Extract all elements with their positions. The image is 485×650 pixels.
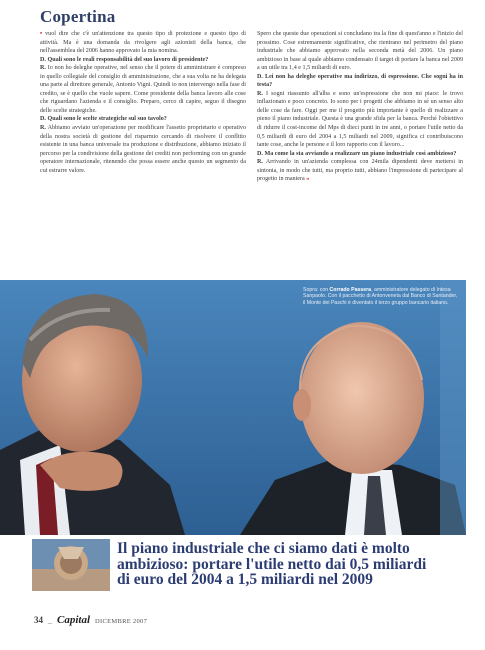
issue-date: DICEMBRE 2007 bbox=[95, 618, 148, 625]
paragraph-intro: • vuol dire che c'è un'attenzione tra questo tipo di protezione e questo tipo di attività. Ma è una domanda da rivolgere agli azionisti della banca, che nell'assemblea del 2006 hanno approvato la mia nomina. bbox=[40, 31, 246, 55]
thumbnail-graphic bbox=[32, 539, 110, 591]
answer-4: R. Arrivando in un'azienda complessa con 24mila dipendenti deve mettersi in sintonia, in modo che tutti, ma proprio tutti, abbiano l'impressione di partecipare al progetto in maniera » bbox=[257, 159, 463, 183]
caption-name: Corrado Passera bbox=[329, 287, 372, 293]
page-number: 34 bbox=[34, 615, 43, 625]
end-of-page-marker: » bbox=[306, 176, 310, 183]
article-column-right bbox=[257, 30, 463, 254]
footer-separator: _ bbox=[48, 616, 52, 625]
bullet-icon: • bbox=[40, 31, 43, 37]
section-title: Copertina bbox=[40, 7, 116, 26]
answer-1: R. Io non ho deleghe operative, nel senso che il potere di amministrare è compreso in quello collegiale del consiglio di amministrazione, che a sua volta ne ha delegata una parte al direttore generale, Antonio Vigni. Quindi io non intervengo nella fase di credito, se è quello che vuole sapere. Come presidente della banca lavoro alle cose che riguardano l'azienda e il consiglio. Preparo, cerco di capire, seguo il disegno delle scelte strategiche. bbox=[40, 65, 246, 114]
article-column-left bbox=[40, 30, 246, 254]
question-3: D. Lei non ha deleghe operative ma indirizzo, di espressione. Che sogni ha in testa? bbox=[257, 73, 463, 89]
interview-photo bbox=[0, 280, 466, 535]
page-footer bbox=[34, 614, 147, 626]
photo-caption: Sopra: con Corrado Passera, amministratore delegato di Intesa Sanpaolo. Con il pacchetto di Antonveneta dal Banco di Santander, il Monte dei Paschi è diventato il terzo gruppo bancario italiano. bbox=[303, 287, 458, 306]
question-2: D. Quali sono le scelte strategiche sul suo tavolo? bbox=[40, 116, 167, 123]
answer-3: R. I sogni riassunto all'alba e sono un'espressione che non mi piace: le trovo inflazionato e poco concreto. Io sono per i progetti che abbiamo in sé un senso alto delle cose da fare. Oggi per me il progetto più importante è quello di realizzare a pieno il piano industriale. Questa è una grande sfida per la banca. Perché l'obiettivo di ridurre il cost-income del Mps di dieci punti in tre anni, o portare l'utile netto da 0,5 miliardi di euro del 2004 a 1,5 miliardi nel 2009, significa ci contribuiscono tante cose, anche le persone e il loro rapporto con il lavoro... bbox=[257, 90, 463, 149]
answer-2: R. Abbiamo avviato un'operazione per modificare l'assetto proprietario e operativo della nostra società di gestione del risparmio cercando di risolvere il conflitto esistente in una banca universale tra produzione e distribuzione, abbiamo iniziato il percorso per la condivisione della gestione dei crediti non performing con un grande operatore internazionale, ritenendo che possa essere anche questo un segmento da cui estrarre valore. bbox=[40, 125, 246, 174]
thumbnail-image bbox=[32, 539, 110, 591]
magazine-name: Capital bbox=[57, 614, 91, 626]
question-1: D. Quali sono le reali responsabilità del suo lavoro di presidente? bbox=[40, 56, 209, 63]
paragraph-continued: Spero che queste due operazioni si concludano tra la fine di quest'anno e l'inizio del prossimo. Cose estremamente significative, che rientrano nel perimetro del piano industriale che abbiamo approvato nella seconda metà del 2006. Un piano ambizioso in base al quale abbiamo condensato il target di portare la banca nel 2009 a un utile tra 1,4 e 1,5 miliardi di euro. bbox=[257, 31, 463, 72]
question-4: D. Ma come la sta avviando a realizzare un piano industriale così ambizioso? bbox=[257, 150, 457, 157]
photo-illustration bbox=[0, 280, 466, 535]
pull-quote: Il piano industriale che ci siamo dati è molto ambizioso: portare l'utile netto dai 0,5 miliardi di euro del 2004 a 1,5 miliardi nel 2009 bbox=[117, 540, 427, 588]
